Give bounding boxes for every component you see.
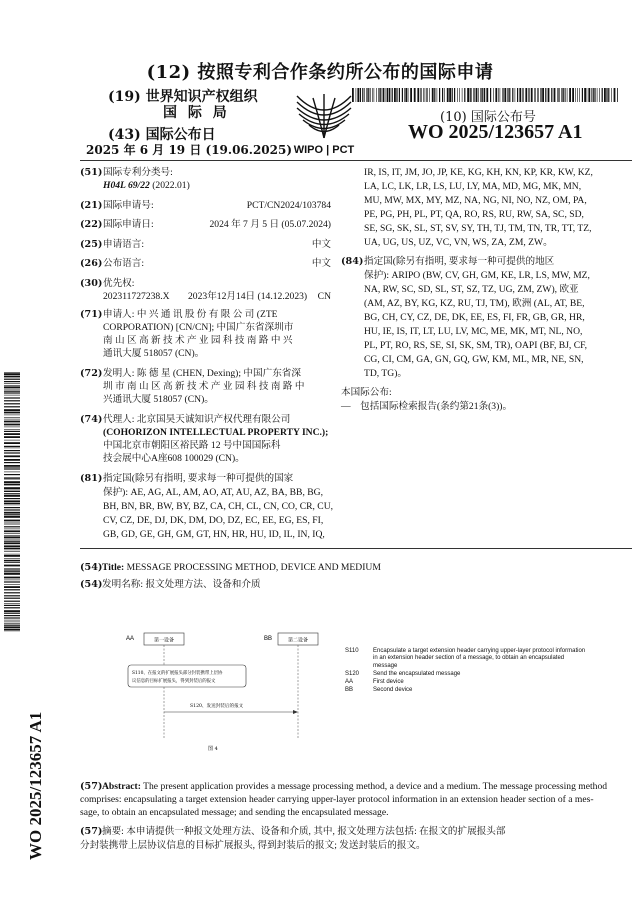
barcode-bar <box>4 529 20 530</box>
barcode-bar <box>376 88 377 102</box>
barcode-bar <box>611 88 612 102</box>
barcode-bar <box>4 577 20 579</box>
barcode-bar <box>4 459 20 461</box>
barcode-bar <box>432 88 434 102</box>
publication-number: WO 2025/123657 A1 <box>408 121 583 143</box>
barcode-bar <box>4 542 20 544</box>
barcode-bar <box>517 88 518 102</box>
barcode-bar <box>389 88 391 102</box>
barcode-bar <box>602 88 603 102</box>
barcode-bar <box>4 617 20 618</box>
barcode-bar <box>4 514 20 515</box>
barcode-bar <box>4 555 20 557</box>
s120-text: S120、发送封装后的报文 <box>190 704 244 709</box>
barcode-bar <box>4 372 20 373</box>
barcode-bar <box>4 400 20 401</box>
abstract-english-line-1: Abstract: The present application provides a message processing method, a device and a medium. The message processing method <box>102 781 608 792</box>
barcode-bar <box>394 88 396 102</box>
barcode-bar <box>4 383 20 384</box>
barcode-bar <box>457 88 458 102</box>
barcode-bar <box>551 88 552 102</box>
barcode-bar <box>519 88 521 102</box>
header-divider <box>80 160 632 161</box>
abstract-english-line-3: sage, to obtain an encapsulated message; and sending the encapsulated message. <box>80 807 389 818</box>
barcode-bar <box>4 481 20 483</box>
barcode-bar <box>4 625 20 626</box>
barcode-bar <box>4 520 20 522</box>
barcode-bar <box>4 539 20 540</box>
s110-text-line-2: 议信息的目标扩展报头，得到封装后的报文 <box>132 679 216 684</box>
barcode-bar <box>614 88 616 102</box>
barcode-bar <box>548 88 550 102</box>
barcode-bar <box>525 88 527 102</box>
barcode-bar <box>444 88 445 102</box>
barcode-bar <box>414 88 416 102</box>
figure-aa-label: AA <box>126 636 135 642</box>
barcode-bar <box>537 88 538 102</box>
barcode-bar <box>423 88 424 102</box>
barcode-bar <box>4 424 20 426</box>
barcode-bar <box>386 88 387 102</box>
barcode-bar <box>4 477 20 478</box>
barcode-bar <box>540 88 541 102</box>
barcode-top <box>352 88 618 102</box>
figure-bb-label: BB <box>264 636 273 642</box>
barcode-bar <box>387 88 388 102</box>
barcode-bar <box>582 88 583 102</box>
barcode-bar <box>4 484 20 486</box>
barcode-bar <box>597 88 598 102</box>
barcode-bar <box>402 88 403 102</box>
barcode-bar <box>563 88 564 102</box>
barcode-bar <box>4 391 20 392</box>
barcode-bar <box>4 524 20 525</box>
barcode-bar <box>372 88 373 102</box>
barcode-bar <box>561 88 562 102</box>
barcode-bar <box>4 581 20 582</box>
barcode-bar <box>4 571 20 572</box>
barcode-bar <box>4 398 20 399</box>
barcode-bar <box>410 88 412 102</box>
barcode-bar <box>577 88 578 102</box>
barcode-bar <box>557 88 558 102</box>
barcode-bar <box>4 500 20 502</box>
barcode-bar <box>4 431 20 432</box>
s120-arrowhead <box>293 710 298 714</box>
barcode-bar <box>4 533 20 534</box>
barcode-bar <box>4 568 20 569</box>
barcode-bar <box>4 417 20 418</box>
barcode-bar <box>4 607 20 608</box>
s110-text-line-1: S110、在报文的扩展报头部分封装携带上层协 <box>132 671 223 676</box>
barcode-bar <box>569 88 571 102</box>
barcode-bar <box>4 474 20 475</box>
barcode-bar <box>591 88 592 102</box>
barcode-bar <box>4 452 20 453</box>
barcode-bar <box>478 88 479 102</box>
barcode-side <box>4 372 20 632</box>
barcode-bar <box>4 536 20 538</box>
barcode-bar <box>4 615 20 616</box>
publication-date-value: 2025 年 6 月 19 日 (19.06.2025) <box>86 143 293 157</box>
figure-caption: 图 4 <box>208 746 218 752</box>
publication-date-label: (43) 国际公布日 <box>108 127 216 143</box>
barcode-bar <box>408 88 409 102</box>
barcode-bar <box>4 551 20 552</box>
barcode-bar <box>4 406 20 407</box>
barcode-bar <box>567 88 568 102</box>
barcode-bar <box>4 462 20 463</box>
barcode-bar <box>449 88 451 102</box>
barcode-bar <box>4 419 20 420</box>
abstract-english-line-2: comprises: encapsulating a target extension header carrying upper-layer protocol information in an extension header section of a mes- <box>80 794 594 805</box>
barcode-bar <box>4 562 20 563</box>
barcode-bar <box>531 88 533 102</box>
first-device-box-label: 第一设备 <box>153 637 175 644</box>
barcode-bar <box>383 88 385 102</box>
barcode-bar <box>4 397 20 398</box>
barcode-bar <box>500 88 501 102</box>
barcode-bar <box>4 541 20 542</box>
barcode-bar <box>4 603 20 604</box>
barcode-bar <box>4 465 20 467</box>
barcode-bar <box>426 88 427 102</box>
barcode-bar <box>4 487 20 489</box>
barcode-bar <box>4 395 20 396</box>
barcode-bar <box>4 601 20 602</box>
barcode-bar <box>4 565 20 567</box>
barcode-bar <box>522 88 523 102</box>
barcode-bar <box>606 88 607 102</box>
barcode-bar <box>4 379 20 380</box>
barcode-bar <box>474 88 475 102</box>
barcode-bar <box>4 580 20 581</box>
barcode-bar <box>4 467 20 468</box>
barcode-bar <box>476 88 478 102</box>
barcode-bar <box>380 88 381 102</box>
barcode-bar <box>4 610 20 612</box>
barcode-bar <box>4 503 20 504</box>
barcode-bar <box>378 88 379 102</box>
barcode-bar <box>503 88 504 102</box>
abstract-chinese-line-2: 分封装携带上层协议信息的目标扩展报头, 得到封装后的报文; 发送封装后的报文。 <box>80 840 426 851</box>
barcode-bar <box>4 595 20 596</box>
barcode-bar <box>370 88 371 102</box>
barcode-bar <box>484 88 485 102</box>
barcode-bar <box>572 88 574 102</box>
barcode-bar <box>528 88 529 102</box>
barcode-bar <box>4 554 20 555</box>
barcode-bar <box>4 620 20 621</box>
titles-divider <box>80 548 632 549</box>
document-title: (12) 按照专利合作条约所公布的国际申请 <box>146 62 494 83</box>
barcode-bar <box>579 88 580 102</box>
barcode-bar <box>4 433 20 435</box>
barcode-bar <box>482 88 483 102</box>
barcode-bar <box>495 88 497 102</box>
barcode-bar <box>417 88 419 102</box>
barcode-bar <box>396 88 397 102</box>
barcode-bar <box>4 573 20 575</box>
figure-legend: S110 Encapsulate a target extension header carrying upper-layer protocol information in an extension header section of a message, to obtain an encapsulated message S120 Send the encapsulated message AA First device BB Second device <box>345 648 586 693</box>
barcode-bar <box>588 88 590 102</box>
barcode-bar <box>429 88 430 102</box>
barcode-bar <box>604 88 606 102</box>
barcode-bar <box>4 545 20 547</box>
figure-4 <box>118 628 358 760</box>
barcode-bar <box>439 88 440 102</box>
barcode-bar <box>4 478 20 479</box>
barcode-bar <box>4 403 20 404</box>
barcode-bar <box>4 535 20 536</box>
barcode-bar <box>509 88 510 102</box>
barcode-bar <box>534 88 535 102</box>
barcode-bar <box>4 605 20 606</box>
barcode-bar <box>515 88 516 102</box>
barcode-bar <box>4 613 20 614</box>
barcode-bar <box>4 622 20 623</box>
barcode-bar <box>4 629 20 631</box>
barcode-bar <box>4 498 20 499</box>
side-publication-number: WO 2025/123657 A1 <box>26 711 45 860</box>
barcode-bar <box>425 88 426 102</box>
barcode-bar <box>486 88 488 102</box>
barcode-bar <box>473 88 474 102</box>
barcode-bar <box>4 376 20 378</box>
barcode-bar <box>4 385 20 386</box>
barcode-bar <box>4 469 20 470</box>
barcode-bar <box>608 88 609 102</box>
barcode-bar <box>565 88 566 102</box>
barcode-bar <box>4 526 20 527</box>
office-line-1: (19) 世界知识产权组织 <box>108 89 258 105</box>
barcode-bar <box>4 421 20 423</box>
barcode-bar <box>4 389 20 390</box>
barcode-bar <box>4 530 20 532</box>
barcode-bar <box>4 569 20 570</box>
barcode-bar <box>4 436 20 438</box>
publication-number-label: (10) 国际公布号 <box>440 110 536 125</box>
barcode-bar <box>4 412 20 414</box>
barcode-bar <box>4 550 20 551</box>
barcode-bar <box>542 88 544 102</box>
barcode-bar <box>4 415 20 416</box>
barcode-bar <box>4 586 20 588</box>
barcode-bar <box>4 409 20 411</box>
barcode-bar <box>467 88 469 102</box>
barcode-bar <box>4 584 20 585</box>
barcode-bar <box>4 493 20 494</box>
barcode-bar <box>490 88 491 102</box>
barcode-bar <box>4 450 20 451</box>
barcode-bar <box>405 88 407 102</box>
barcode-bar <box>545 88 546 102</box>
barcode-bar <box>507 88 508 102</box>
barcode-bar <box>4 392 20 393</box>
barcode-bar <box>480 88 481 102</box>
barcode-bar <box>4 516 20 518</box>
second-device-box-label: 第二设备 <box>287 637 309 644</box>
barcode-bar <box>493 88 494 102</box>
barcode-bar <box>4 598 20 599</box>
barcode-bar <box>575 88 576 102</box>
barcode-bar <box>4 495 20 497</box>
barcode-bar <box>4 490 20 491</box>
barcode-bar <box>437 88 438 102</box>
barcode-bar <box>4 429 20 430</box>
barcode-bar <box>4 505 20 506</box>
barcode-bar <box>599 88 600 102</box>
barcode-bar <box>404 88 405 102</box>
barcode-bar <box>459 88 460 102</box>
barcode-bar <box>4 446 20 447</box>
barcode-bar <box>4 427 20 428</box>
barcode-bar <box>504 88 506 102</box>
barcode-bar <box>470 88 471 102</box>
barcode-bar <box>4 491 20 492</box>
barcode-bar <box>462 88 463 102</box>
barcode-bar <box>442 88 443 102</box>
barcode-bar <box>452 88 453 102</box>
barcode-bar <box>4 440 20 441</box>
barcode-bar <box>4 523 20 524</box>
barcode-bar <box>4 507 20 508</box>
barcode-bar <box>617 88 618 102</box>
barcode-bar <box>593 88 594 102</box>
barcode-bar <box>4 623 20 624</box>
barcode-bar <box>420 88 421 102</box>
barcode-bar <box>594 88 595 102</box>
barcode-bar <box>512 88 513 102</box>
barcode-bar <box>464 88 465 102</box>
barcode-bar <box>4 472 20 473</box>
barcode-bar <box>4 592 20 593</box>
barcode-bar <box>471 88 472 102</box>
logo-text: WIPO | PCT <box>293 144 355 156</box>
barcode-bar <box>4 558 20 559</box>
barcode-bar <box>498 88 499 102</box>
barcode-bar <box>4 560 20 561</box>
barcode-bar <box>434 88 435 102</box>
barcode-bar <box>392 88 393 102</box>
wipo-logo <box>279 90 369 156</box>
barcode-bar <box>447 88 449 102</box>
barcode-bar <box>587 88 588 102</box>
barcode-bar <box>502 88 503 102</box>
barcode-bar <box>4 626 20 628</box>
barcode-bar <box>4 442 20 444</box>
barcode-bar <box>4 589 20 590</box>
barcode-bar <box>4 448 20 449</box>
barcode-bar <box>4 548 20 549</box>
barcode-bar <box>4 509 20 510</box>
barcode-bar <box>454 88 455 102</box>
barcode-bar <box>4 373 20 375</box>
barcode-bar <box>584 88 586 102</box>
barcode-bar <box>4 386 20 388</box>
barcode-bar <box>554 88 556 102</box>
abstract-chinese-line-1: 摘要: 本申请提供一种报文处理方法、设备和介质, 其中, 报文处理方法包括: 在报文的扩展报头部 <box>102 826 506 837</box>
barcode-bar <box>4 455 20 457</box>
barcode-bar <box>4 381 20 382</box>
barcode-bar <box>374 88 375 102</box>
barcode-bar <box>4 512 20 514</box>
barcode-bar <box>558 88 559 102</box>
office-line-2: 国 际 局 <box>163 105 230 121</box>
barcode-bar <box>399 88 400 102</box>
